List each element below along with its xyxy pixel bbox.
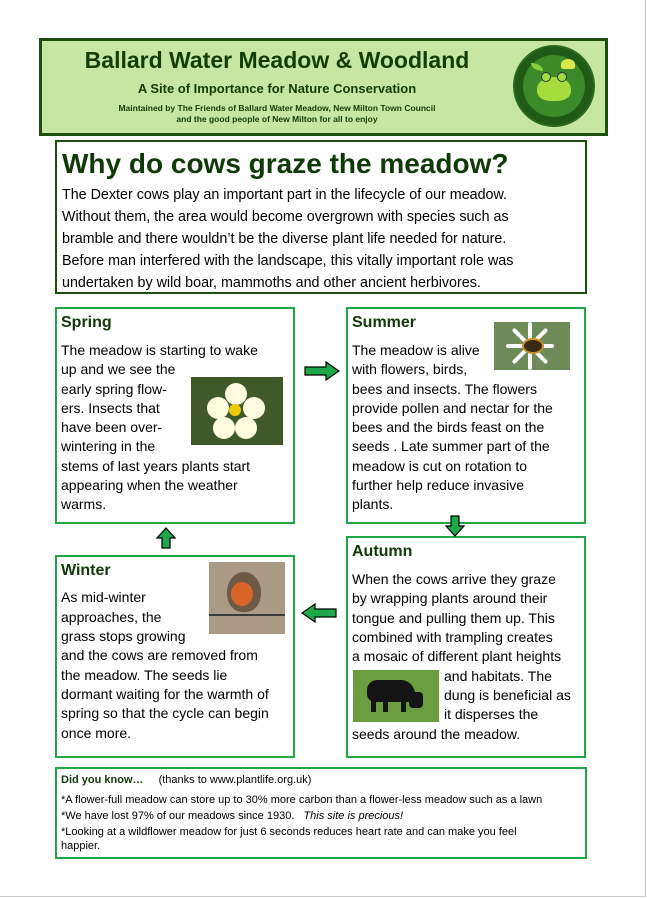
summer-line: The meadow is alive: [352, 342, 480, 358]
arrow-down-icon: [445, 515, 465, 537]
autumn-line: and habitats. The: [444, 668, 552, 684]
spring-line: early spring flow-: [61, 381, 167, 397]
winter-line: once more.: [61, 725, 132, 741]
spring-line: The meadow is starting to wake: [61, 342, 258, 358]
winter-box: [55, 555, 295, 758]
summer-line: bees and insects. The flowers: [352, 381, 537, 397]
source-credit: (thanks to www.plantlife.org.uk): [158, 774, 312, 786]
summer-line: plants.: [352, 496, 394, 512]
maintainers-note-line-2: and the good people of New Milton for all to enjoy: [176, 114, 378, 124]
autumn-line: by wrapping plants around their: [352, 590, 548, 606]
summer-line: with flowers, birds,: [352, 361, 468, 377]
spring-title: Spring: [61, 314, 112, 331]
winter-line: As mid-winter: [61, 589, 146, 605]
autumn-box: [346, 536, 586, 758]
arrow-left-icon: [301, 603, 337, 623]
maintainers-note-line-1: Maintained by The Friends of Ballard Water Meadow, New Milton Town Council: [118, 103, 436, 113]
autumn-line: When the cows arrive they graze: [352, 571, 556, 587]
summer-box: [346, 307, 586, 524]
site-subtitle: A Site of Importance for Nature Conservation: [137, 81, 417, 96]
summer-line: bees and the birds feast on the: [352, 419, 545, 435]
page-title: Why do cows graze the meadow?: [62, 148, 509, 179]
spring-line: have been over-: [61, 419, 163, 435]
intro-line: bramble and there wouldn’t be the diverse plant life needed for nature.: [62, 231, 507, 247]
summer-line: seeds . Late summer part of the: [352, 438, 550, 454]
did-you-know-heading: Did you know…: [61, 774, 144, 786]
intro-line: Before man interfered with the landscape, this vitally important role was: [62, 253, 514, 269]
site-title: Ballard Water Meadow & Woodland: [84, 47, 470, 73]
autumn-line: seeds around the meadow.: [352, 726, 521, 742]
autumn-title: Autumn: [352, 543, 413, 560]
spring-box: [55, 307, 295, 524]
winter-line: the meadow. The seeds lie: [61, 667, 228, 683]
daisy-bee-photo: [494, 322, 570, 370]
autumn-line: it disperses the: [444, 706, 539, 722]
winter-line: and the cows are removed from: [61, 647, 258, 663]
cow-photo: [353, 670, 439, 722]
summer-line: provide pollen and nectar for the: [352, 400, 553, 416]
fact-line: *A flower-full meadow can store up to 30% more carbon than a flower-less meadow such as a lawn: [61, 794, 543, 806]
spring-line: warms.: [61, 496, 107, 512]
winter-title: Winter: [61, 562, 111, 579]
autumn-line: a mosaic of different plant heights: [352, 648, 562, 664]
arrow-up-icon: [156, 527, 176, 549]
primrose-photo: [191, 377, 283, 445]
fact-line: *Looking at a wildflower meadow for just 6 seconds reduces heart rate and can make you feel: [61, 826, 517, 838]
summer-title: Summer: [352, 314, 417, 331]
spring-line: stems of last years plants start: [61, 458, 251, 474]
intro-box: [55, 140, 587, 294]
winter-line: spring so that the cycle can begin: [61, 705, 269, 721]
spring-line: appearing when the weather: [61, 477, 238, 493]
intro-line: The Dexter cows play an important part in the lifecycle of our meadow.: [62, 187, 508, 203]
summer-line: further help reduce invasive: [352, 477, 524, 493]
intro-text: [62, 184, 582, 294]
fact-line: happier.: [61, 840, 101, 852]
spring-line: ers. Insects that: [61, 400, 160, 416]
winter-line: dormant waiting for the warmth of: [61, 686, 269, 702]
intro-line: undertaken by wild boar, mammoths and other ancient herbivores.: [62, 275, 481, 291]
winter-line: grass stops growing: [61, 628, 186, 644]
autumn-line: combined with trampling creates: [352, 629, 553, 645]
robin-photo: [209, 562, 285, 634]
spring-line: wintering in the: [61, 438, 156, 454]
winter-line: approaches, the: [61, 609, 162, 625]
frog-logo-icon: [513, 45, 595, 127]
header-banner: [39, 38, 608, 136]
arrow-right-icon: [304, 361, 340, 381]
spring-line: up and we see the: [61, 361, 176, 377]
autumn-line: tongue and pulling them up. This: [352, 610, 555, 626]
fact-line: [61, 810, 403, 822]
autumn-line: dung is beneficial as: [444, 687, 571, 703]
did-you-know-box: [55, 767, 587, 859]
did-you-know-header: [61, 774, 311, 786]
maintainers-note: [42, 103, 512, 125]
summer-line: meadow is cut on rotation to: [352, 458, 528, 474]
fact-text: *We have lost 97% of our meadows since 1930.: [61, 810, 295, 822]
intro-line: Without them, the area would become overgrown with species such as: [62, 209, 509, 225]
fact-emphasis: This site is precious!: [303, 810, 404, 822]
